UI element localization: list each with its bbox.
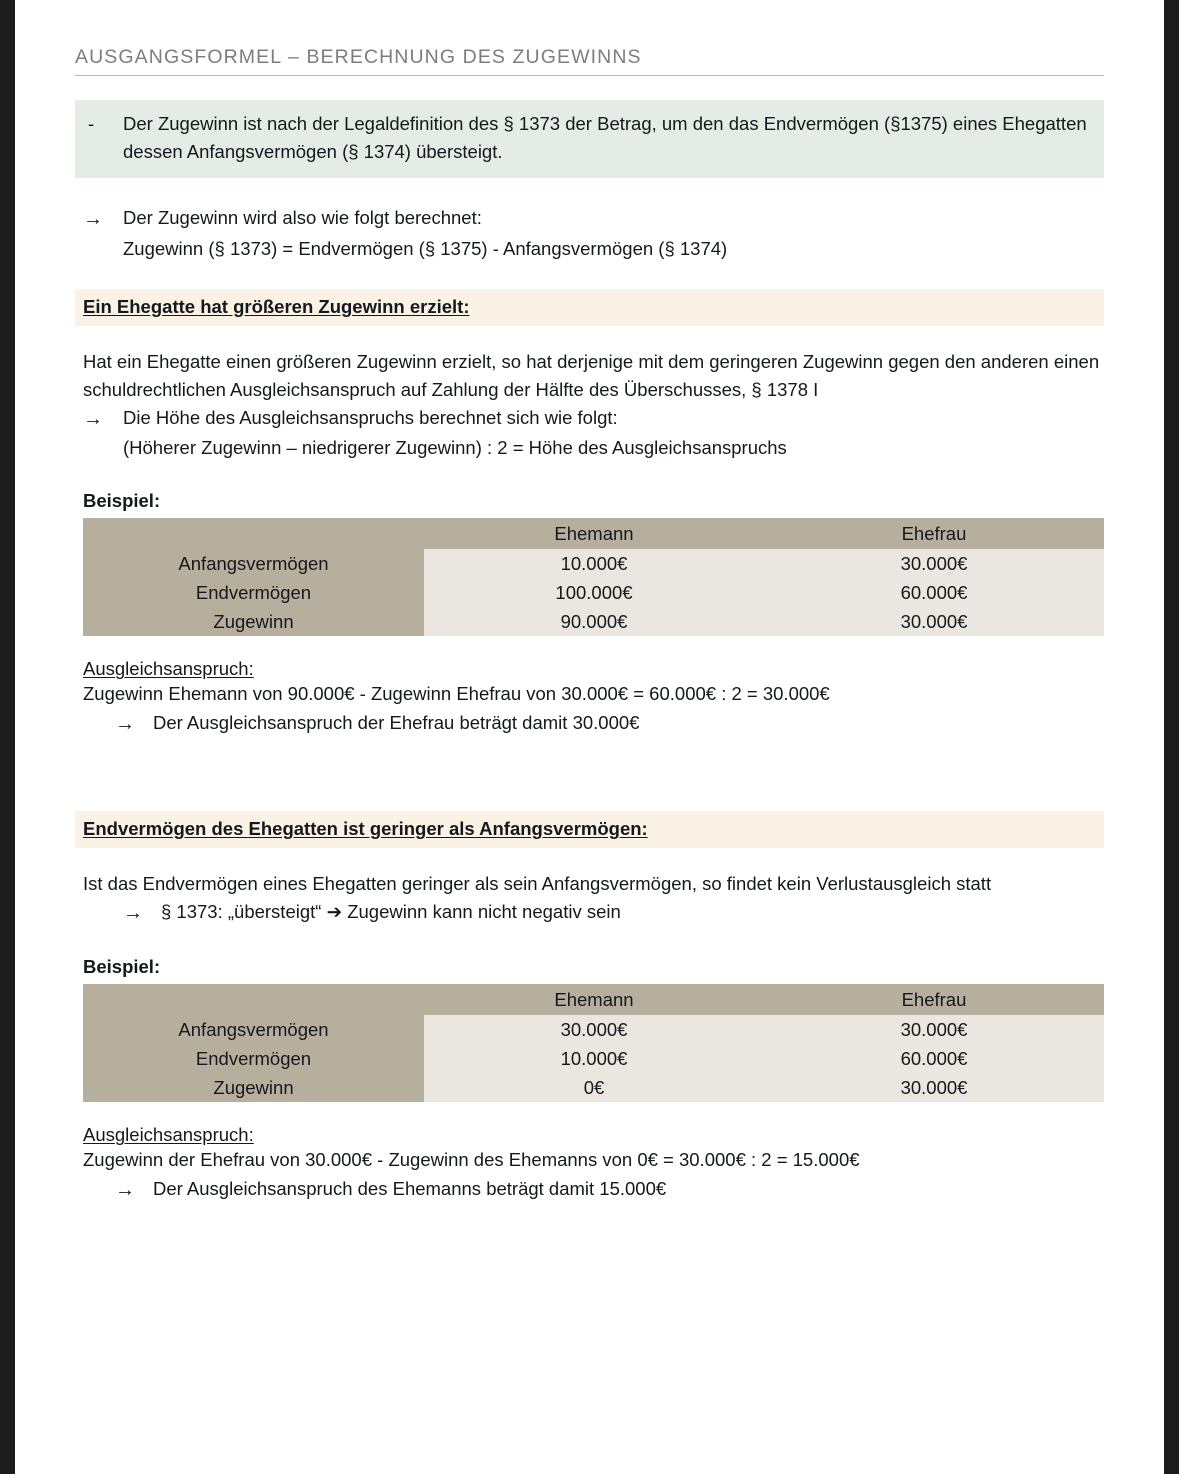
document-page	[15, 0, 1164, 1474]
title-divider	[75, 75, 1104, 76]
table-cell-ehefrau: 30.000€	[764, 607, 1104, 636]
table-cell-ehemann: 10.000€	[424, 1044, 764, 1073]
table-corner-cell	[83, 984, 424, 1015]
table-corner-cell	[83, 518, 424, 549]
table-row-label: Anfangsvermögen	[83, 549, 424, 578]
section-two-claim-calc: Zugewinn der Ehefrau von 30.000€ - Zugewinn des Ehemanns von 0€ = 30.000€ : 2 = 15.000€	[83, 1149, 860, 1171]
section-one-claim-calc: Zugewinn Ehemann von 90.000€ - Zugewinn Ehefrau von 30.000€ = 60.000€ : 2 = 30.000€	[83, 683, 830, 705]
table-row	[83, 578, 1104, 607]
section-two-arrow-row	[83, 898, 1104, 928]
table-row	[83, 1015, 1104, 1044]
section-two-claim-result-row	[75, 1175, 1104, 1205]
section-two-example-table	[83, 984, 1104, 1102]
spacer	[75, 848, 1104, 870]
section-one-arrow-row	[83, 404, 1104, 434]
section-two-body	[75, 870, 1104, 929]
intro-formula-block	[75, 204, 1104, 263]
table-cell-ehemann: 90.000€	[424, 607, 764, 636]
table-header-ehefrau: Ehefrau	[764, 518, 1104, 549]
intro-bullet-text: Der Zugewinn ist nach der Legaldefinition des § 1373 der Betrag, um den das Endvermögen (§1375) eines Ehegatten dessen Anfangsvermögen (§ 1374) übersteigt.	[123, 113, 1087, 163]
intro-formula-text: Zugewinn (§ 1373) = Endvermögen (§ 1375) - Anfangsvermögen (§ 1374)	[123, 237, 728, 259]
table-header-ehemann: Ehemann	[424, 518, 764, 549]
section-two-heading: Endvermögen des Ehegatten ist geringer als Anfangsvermögen:	[83, 817, 648, 839]
table-cell-ehefrau: 60.000€	[764, 1044, 1104, 1073]
section-one-paragraph: Hat ein Ehegatte einen größeren Zugewinn erzielt, so hat derjenige mit dem geringeren Zugewinn gegen den anderen einen schuldrechtlichen Ausgleichsanspruch auf Zahlung der Hälfte des Überschusses, § 1378 I	[83, 350, 1100, 400]
document-content	[75, 0, 1104, 1205]
table-cell-ehefrau: 30.000€	[764, 1015, 1104, 1044]
section-one-formula-text: (Höherer Zugewinn – niedrigerer Zugewinn) : 2 = Höhe des Ausgleichsanspruchs	[123, 437, 787, 459]
intro-formula-row	[83, 235, 1104, 263]
table-row-label: Endvermögen	[83, 578, 424, 607]
table-row-label: Zugewinn	[83, 607, 424, 636]
table-cell-ehefrau: 30.000€	[764, 1073, 1104, 1102]
arrow-right-icon: →	[115, 1178, 135, 1201]
spacer	[75, 636, 1104, 658]
table-cell-ehemann: 100.000€	[424, 578, 764, 607]
arrow-right-icon: →	[83, 407, 103, 430]
section-two-paragraph: Ist das Endvermögen eines Ehegatten geringer als sein Anfangsvermögen, so findet kein Verlustausgleich statt	[83, 872, 992, 894]
table-row	[83, 549, 1104, 578]
table-row	[83, 1073, 1104, 1102]
section-one-example-table	[83, 518, 1104, 636]
table-row	[83, 607, 1104, 636]
table-cell-ehemann: 0€	[424, 1073, 764, 1102]
spacer	[75, 326, 1104, 348]
spacer	[75, 1102, 1104, 1124]
page-title: AUSGANGSFORMEL – BERECHNUNG DES ZUGEWINNS	[75, 46, 642, 68]
arrow-right-icon: →	[115, 712, 135, 735]
arrow-right-icon: →	[123, 902, 143, 925]
table-cell-ehemann: 10.000€	[424, 549, 764, 578]
intro-bullet-row	[83, 110, 1092, 166]
section-one-arrow-text: Die Höhe des Ausgleichsanspruchs berechnet sich wie folgt:	[123, 406, 618, 428]
section-one-body	[75, 348, 1104, 463]
table-row-label: Anfangsvermögen	[83, 1015, 424, 1044]
arrow-right-icon: →	[83, 208, 103, 231]
intro-highlight-block	[75, 100, 1104, 178]
section-one-heading: Ein Ehegatte hat größeren Zugewinn erzielt:	[83, 295, 470, 317]
intro-arrow-text: Der Zugewinn wird also wie folgt berechnet:	[123, 207, 482, 229]
section-two-arrow-text: § 1373: „übersteigt“ ➔ Zugewinn kann nicht negativ sein	[161, 901, 621, 923]
bullet-dash-marker: -	[88, 113, 95, 134]
section-one-claim-result-row	[75, 709, 1104, 739]
section-one-claim-result: Der Ausgleichsanspruch der Ehefrau beträgt damit 30.000€	[153, 711, 640, 733]
section-one-claim-label: Ausgleichsanspruch:	[83, 658, 254, 680]
section-two-heading-block	[75, 811, 1104, 848]
section-one-heading-block	[75, 289, 1104, 326]
table-row-label: Zugewinn	[83, 1073, 424, 1102]
table-row-label: Endvermögen	[83, 1044, 424, 1073]
table-header-ehemann: Ehemann	[424, 984, 764, 1015]
section-two-beispiel-label: Beispiel:	[83, 956, 161, 978]
section-one-beispiel-label: Beispiel:	[83, 490, 161, 512]
section-two-claim-label: Ausgleichsanspruch:	[83, 1124, 254, 1146]
section-one-formula-row	[83, 434, 1104, 462]
table-header-row	[83, 518, 1104, 549]
table-cell-ehemann: 30.000€	[424, 1015, 764, 1044]
intro-arrow-row	[83, 204, 1104, 234]
spacer	[75, 739, 1104, 785]
table-row	[83, 1044, 1104, 1073]
table-header-row	[83, 984, 1104, 1015]
table-cell-ehefrau: 30.000€	[764, 549, 1104, 578]
table-cell-ehefrau: 60.000€	[764, 578, 1104, 607]
section-two-claim-result: Der Ausgleichsanspruch des Ehemanns beträgt damit 15.000€	[153, 1177, 667, 1199]
table-header-ehefrau: Ehefrau	[764, 984, 1104, 1015]
